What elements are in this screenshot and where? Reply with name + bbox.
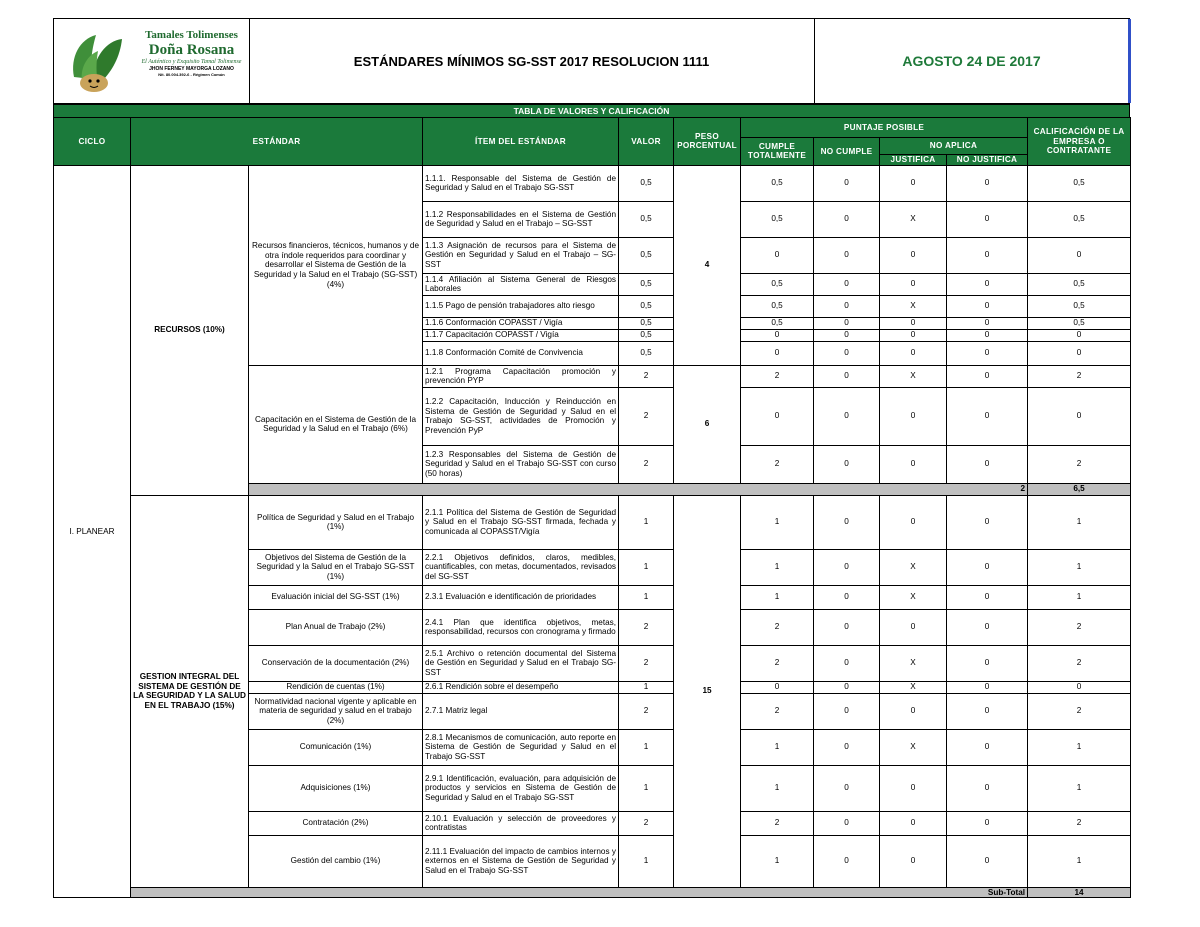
header-calificacion: CALIFICACIÓN DE LA EMPRESA O CONTRATANTE xyxy=(1028,118,1131,166)
header-nocumple: NO CUMPLE xyxy=(814,138,880,166)
peso-cell: 4 xyxy=(674,165,741,365)
nocumple-cell: 0 xyxy=(814,387,880,445)
item-cell: 1.1.1. Responsable del Sistema de Gestión de Seguridad y Salud en el Trabajo SG-SST xyxy=(423,165,619,201)
valor-cell: 2 xyxy=(619,811,674,835)
header-noaplica: NO APLICA xyxy=(880,138,1028,155)
cumple-cell: 0 xyxy=(741,681,814,693)
valor-cell: 1 xyxy=(619,585,674,609)
calificacion-cell: 1 xyxy=(1028,549,1131,585)
justifica-cell: 0 xyxy=(880,609,947,645)
brand-owner: JHON FERNEY MAYORGA LOZANO xyxy=(149,66,234,72)
valor-cell: 1 xyxy=(619,495,674,549)
justifica-cell: 0 xyxy=(880,341,947,365)
document-header xyxy=(53,18,1130,104)
header-nojustifica: NO JUSTIFICA xyxy=(947,155,1028,166)
item-cell: 2.2.1 Objetivos definidos, claros, medibles, cuantificables, con metas, documentados, revisados del SG-SST xyxy=(423,549,619,585)
calificacion-cell: 0 xyxy=(1028,387,1131,445)
nocumple-cell: 0 xyxy=(814,341,880,365)
calificacion-cell: 0,5 xyxy=(1028,273,1131,295)
nocumple-cell: 0 xyxy=(814,693,880,729)
item-cell: 2.7.1 Matriz legal xyxy=(423,693,619,729)
standard-cell: Objetivos del Sistema de Gestión de la Seguridad y la Salud en el Trabajo SG-SST (1%) xyxy=(249,549,423,585)
item-cell: 1.2.1 Programa Capacitación promoción y prevención PYP xyxy=(423,365,619,387)
nocumple-cell: 0 xyxy=(814,165,880,201)
item-cell: 1.2.2 Capacitación, Inducción y Reinducción en Sistema de Gestión de Seguridad y Salud en el Trabajo SG-SST, actividades de Promoción y Prevención PyP xyxy=(423,387,619,445)
justifica-cell: 0 xyxy=(880,273,947,295)
cumple-cell: 0 xyxy=(741,329,814,341)
calificacion-cell: 0 xyxy=(1028,237,1131,273)
standard-cell: Adquisiciones (1%) xyxy=(249,765,423,811)
nojustifica-cell: 0 xyxy=(947,765,1028,811)
standard-cell: Política de Seguridad y Salud en el Trabajo (1%) xyxy=(249,495,423,549)
item-cell: 1.1.8 Conformación Comité de Convivencia xyxy=(423,341,619,365)
header-valor: VALOR xyxy=(619,118,674,166)
standard-cell: Plan Anual de Trabajo (2%) xyxy=(249,609,423,645)
header-puntaje: PUNTAJE POSIBLE xyxy=(741,118,1028,138)
header-justifica: JUSTIFICA xyxy=(880,155,947,166)
subtotal-label: Sub-Total xyxy=(131,887,1028,898)
nojustifica-cell: 0 xyxy=(947,237,1028,273)
standards-table xyxy=(53,117,1131,898)
nojustifica-cell: 0 xyxy=(947,317,1028,329)
nojustifica-cell: 0 xyxy=(947,387,1028,445)
valor-cell: 2 xyxy=(619,445,674,483)
item-cell: 2.5.1 Archivo o retención documental del Sistema de Gestión en Seguridad y Salud en el Trabajo SG-SST xyxy=(423,645,619,681)
item-cell: 2.8.1 Mecanismos de comunicación, auto reporte en Sistema de Gestión de Seguridad y Salud en el Trabajo SG-SST xyxy=(423,729,619,765)
justifica-cell: 0 xyxy=(880,329,947,341)
cumple-cell: 1 xyxy=(741,765,814,811)
calificacion-cell: 0,5 xyxy=(1028,295,1131,317)
table-row xyxy=(54,495,1131,549)
cumple-cell: 0,5 xyxy=(741,273,814,295)
nojustifica-cell: 0 xyxy=(947,495,1028,549)
justifica-cell: X xyxy=(880,295,947,317)
calificacion-cell: 0,5 xyxy=(1028,317,1131,329)
justifica-cell: X xyxy=(880,645,947,681)
justifica-cell: X xyxy=(880,681,947,693)
justifica-cell: 0 xyxy=(880,765,947,811)
peso-cell: 15 xyxy=(674,495,741,887)
nojustifica-cell: 0 xyxy=(947,201,1028,237)
nojustifica-cell: 0 xyxy=(947,273,1028,295)
tamal-logo-icon xyxy=(62,27,132,97)
standard-cell: Evaluación inicial del SG-SST (1%) xyxy=(249,585,423,609)
valor-cell: 1 xyxy=(619,765,674,811)
valor-cell: 1 xyxy=(619,681,674,693)
valor-cell: 1 xyxy=(619,835,674,887)
nojustifica-cell: 0 xyxy=(947,693,1028,729)
header-estandar: ESTÁNDAR xyxy=(131,118,423,166)
standard-cell: Rendición de cuentas (1%) xyxy=(249,681,423,693)
calificacion-cell: 2 xyxy=(1028,609,1131,645)
cumple-cell: 0 xyxy=(741,237,814,273)
nocumple-cell: 0 xyxy=(814,585,880,609)
nocumple-cell: 0 xyxy=(814,329,880,341)
calificacion-cell: 2 xyxy=(1028,693,1131,729)
header-peso: PESO PORCENTUAL xyxy=(674,118,741,166)
justifica-cell: X xyxy=(880,201,947,237)
cumple-cell: 0 xyxy=(741,387,814,445)
nocumple-cell: 0 xyxy=(814,273,880,295)
subtotal-calificacion: 6,5 xyxy=(1028,483,1131,495)
justifica-cell: 0 xyxy=(880,317,947,329)
justifica-cell: 0 xyxy=(880,693,947,729)
nocumple-cell: 0 xyxy=(814,549,880,585)
nocumple-cell: 0 xyxy=(814,811,880,835)
item-cell: 2.4.1 Plan que identifica objetivos, metas, responsabilidad, recursos con cronograma y firmado xyxy=(423,609,619,645)
nocumple-cell: 0 xyxy=(814,445,880,483)
valor-cell: 0,5 xyxy=(619,165,674,201)
justifica-cell: X xyxy=(880,585,947,609)
nojustifica-cell: 0 xyxy=(947,365,1028,387)
nojustifica-cell: 0 xyxy=(947,445,1028,483)
header-cumple: CUMPLE TOTALMENTE xyxy=(741,138,814,166)
nojustifica-cell: 0 xyxy=(947,585,1028,609)
cumple-cell: 2 xyxy=(741,811,814,835)
calificacion-cell: 0 xyxy=(1028,681,1131,693)
calificacion-cell: 0 xyxy=(1028,329,1131,341)
justifica-cell: 0 xyxy=(880,835,947,887)
nocumple-cell: 0 xyxy=(814,609,880,645)
cumple-cell: 0 xyxy=(741,341,814,365)
cumple-cell: 0,5 xyxy=(741,165,814,201)
group-recursos: RECURSOS (10%) xyxy=(131,165,249,495)
subtotal-peso: 2 xyxy=(249,483,1028,495)
blue-edge xyxy=(1128,19,1131,103)
calificacion-cell: 1 xyxy=(1028,765,1131,811)
nocumple-cell: 0 xyxy=(814,295,880,317)
nocumple-cell: 0 xyxy=(814,835,880,887)
standard-cell: Contratación (2%) xyxy=(249,811,423,835)
nojustifica-cell: 0 xyxy=(947,165,1028,201)
valor-cell: 0,5 xyxy=(619,317,674,329)
document-date: AGOSTO 24 DE 2017 xyxy=(902,53,1041,69)
justifica-cell: X xyxy=(880,729,947,765)
header-item: ÍTEM DEL ESTÁNDAR xyxy=(423,118,619,166)
nojustifica-cell: 0 xyxy=(947,341,1028,365)
nocumple-cell: 0 xyxy=(814,237,880,273)
nojustifica-cell: 0 xyxy=(947,329,1028,341)
justifica-cell: 0 xyxy=(880,445,947,483)
cumple-cell: 2 xyxy=(741,609,814,645)
ciclo-cell: I. PLANEAR xyxy=(54,165,131,898)
nocumple-cell: 0 xyxy=(814,681,880,693)
item-cell: 1.1.6 Conformación COPASST / Vigía xyxy=(423,317,619,329)
standard-cell: Conservación de la documentación (2%) xyxy=(249,645,423,681)
nocumple-cell: 0 xyxy=(814,645,880,681)
peso-cell: 6 xyxy=(674,365,741,483)
valor-cell: 2 xyxy=(619,645,674,681)
nojustifica-cell: 0 xyxy=(947,681,1028,693)
calificacion-cell: 1 xyxy=(1028,729,1131,765)
brand-line1: Tamales Tolimenses xyxy=(145,29,238,41)
standard-cell: Gestión del cambio (1%) xyxy=(249,835,423,887)
cumple-cell: 0,5 xyxy=(741,201,814,237)
valor-cell: 0,5 xyxy=(619,237,674,273)
standard-cell: Normatividad nacional vigente y aplicable en materia de seguridad y salud en el trabajo (2%) xyxy=(249,693,423,729)
calificacion-cell: 1 xyxy=(1028,585,1131,609)
valor-cell: 0,5 xyxy=(619,329,674,341)
standard-cell: Comunicación (1%) xyxy=(249,729,423,765)
item-cell: 2.9.1 Identificación, evaluación, para adquisición de productos y servicios en Sistema de Gestión de Seguridad y Salud en el Trabajo SG-SST xyxy=(423,765,619,811)
item-cell: 1.1.2 Responsabilidades en el Sistema de Gestión de Seguridad y Salud en el Trabajo – SG-SST xyxy=(423,201,619,237)
item-cell: 1.2.3 Responsables del Sistema de Gestión de Seguridad y Salud en el Trabajo SG-SST con curso (50 horas) xyxy=(423,445,619,483)
calificacion-cell: 2 xyxy=(1028,645,1131,681)
justifica-cell: X xyxy=(880,365,947,387)
subtotal-calificacion: 14 xyxy=(1028,887,1131,898)
calificacion-cell: 1 xyxy=(1028,495,1131,549)
justifica-cell: 0 xyxy=(880,811,947,835)
valor-cell: 1 xyxy=(619,729,674,765)
item-cell: 1.1.3 Asignación de recursos para el Sistema de Gestión en Seguridad y Salud en el Trabajo – SG-SST xyxy=(423,237,619,273)
subtotal-row xyxy=(54,887,1131,898)
nojustifica-cell: 0 xyxy=(947,549,1028,585)
item-cell: 1.1.5 Pago de pensión trabajadores alto riesgo xyxy=(423,295,619,317)
brand-name: Doña Rosana xyxy=(148,42,235,58)
item-cell: 2.11.1 Evaluación del impacto de cambios internos y externos en el Sistema de Gestión de Seguridad y Salud en el Trabajo SG-SST xyxy=(423,835,619,887)
nojustifica-cell: 0 xyxy=(947,835,1028,887)
table-row xyxy=(54,165,1131,201)
valor-cell: 0,5 xyxy=(619,341,674,365)
standard-cell: Capacitación en el Sistema de Gestión de la Seguridad y la Salud en el Trabajo (6%) xyxy=(249,365,423,483)
group-gestion: GESTION INTEGRAL DEL SISTEMA DE GESTIÓN DE LA SEGURIDAD Y LA SALUD EN EL TRABAJO (15%) xyxy=(131,495,249,887)
cumple-cell: 2 xyxy=(741,693,814,729)
cumple-cell: 1 xyxy=(741,549,814,585)
valor-cell: 0,5 xyxy=(619,295,674,317)
nojustifica-cell: 0 xyxy=(947,645,1028,681)
valor-cell: 1 xyxy=(619,549,674,585)
valor-cell: 2 xyxy=(619,609,674,645)
justifica-cell: 0 xyxy=(880,387,947,445)
valor-cell: 2 xyxy=(619,387,674,445)
item-cell: 2.10.1 Evaluación y selección de proveedores y contratistas xyxy=(423,811,619,835)
cumple-cell: 1 xyxy=(741,585,814,609)
logo-cell xyxy=(54,19,250,103)
nocumple-cell: 0 xyxy=(814,765,880,811)
cumple-cell: 1 xyxy=(741,835,814,887)
cumple-cell: 1 xyxy=(741,495,814,549)
item-cell: 2.6.1 Rendición sobre el desempeño xyxy=(423,681,619,693)
nocumple-cell: 0 xyxy=(814,729,880,765)
cumple-cell: 1 xyxy=(741,729,814,765)
nocumple-cell: 0 xyxy=(814,201,880,237)
calificacion-cell: 2 xyxy=(1028,445,1131,483)
item-cell: 1.1.4 Afiliación al Sistema General de Riesgos Laborales xyxy=(423,273,619,295)
calificacion-cell: 0,5 xyxy=(1028,165,1131,201)
calificacion-cell: 0,5 xyxy=(1028,201,1131,237)
calificacion-cell: 2 xyxy=(1028,811,1131,835)
nocumple-cell: 0 xyxy=(814,317,880,329)
cumple-cell: 2 xyxy=(741,645,814,681)
item-cell: 2.1.1 Política del Sistema de Gestión de Seguridad y Salud en el Trabajo SG-SST firmada, fechada y comunicada al COPASST/Vigía xyxy=(423,495,619,549)
cumple-cell: 2 xyxy=(741,365,814,387)
valor-cell: 2 xyxy=(619,693,674,729)
table-banner: TABLA DE VALORES Y CALIFICACIÓN xyxy=(53,104,1130,117)
document-title: ESTÁNDARES MÍNIMOS SG-SST 2017 RESOLUCION 1111 xyxy=(249,19,815,103)
valor-cell: 2 xyxy=(619,365,674,387)
header-ciclo: CICLO xyxy=(54,118,131,166)
justifica-cell: 0 xyxy=(880,237,947,273)
valor-cell: 0,5 xyxy=(619,201,674,237)
nojustifica-cell: 0 xyxy=(947,729,1028,765)
justifica-cell: X xyxy=(880,549,947,585)
justifica-cell: 0 xyxy=(880,495,947,549)
justifica-cell: 0 xyxy=(880,165,947,201)
brand-nit: Nit. 80.004.392-6 - Régimen Común xyxy=(158,72,225,77)
brand-slogan: El Auténtico y Exquisito Tamal Tolimense xyxy=(141,59,242,65)
calificacion-cell: 0 xyxy=(1028,341,1131,365)
cumple-cell: 0,5 xyxy=(741,317,814,329)
nojustifica-cell: 0 xyxy=(947,609,1028,645)
calificacion-cell: 1 xyxy=(1028,835,1131,887)
nocumple-cell: 0 xyxy=(814,365,880,387)
cumple-cell: 0,5 xyxy=(741,295,814,317)
item-cell: 1.1.7 Capacitación COPASST / Vigía xyxy=(423,329,619,341)
calificacion-cell: 2 xyxy=(1028,365,1131,387)
nocumple-cell: 0 xyxy=(814,495,880,549)
nojustifica-cell: 0 xyxy=(947,811,1028,835)
item-cell: 2.3.1 Evaluación e identificación de prioridades xyxy=(423,585,619,609)
nojustifica-cell: 0 xyxy=(947,295,1028,317)
standard-cell: Recursos financieros, técnicos, humanos y de otra índole requeridos para coordinar y desarrollar el Sistema de Gestión de la Seguridad y la Salud en el Trabajo (SG-SST) (4%) xyxy=(249,165,423,365)
valor-cell: 0,5 xyxy=(619,273,674,295)
cumple-cell: 2 xyxy=(741,445,814,483)
